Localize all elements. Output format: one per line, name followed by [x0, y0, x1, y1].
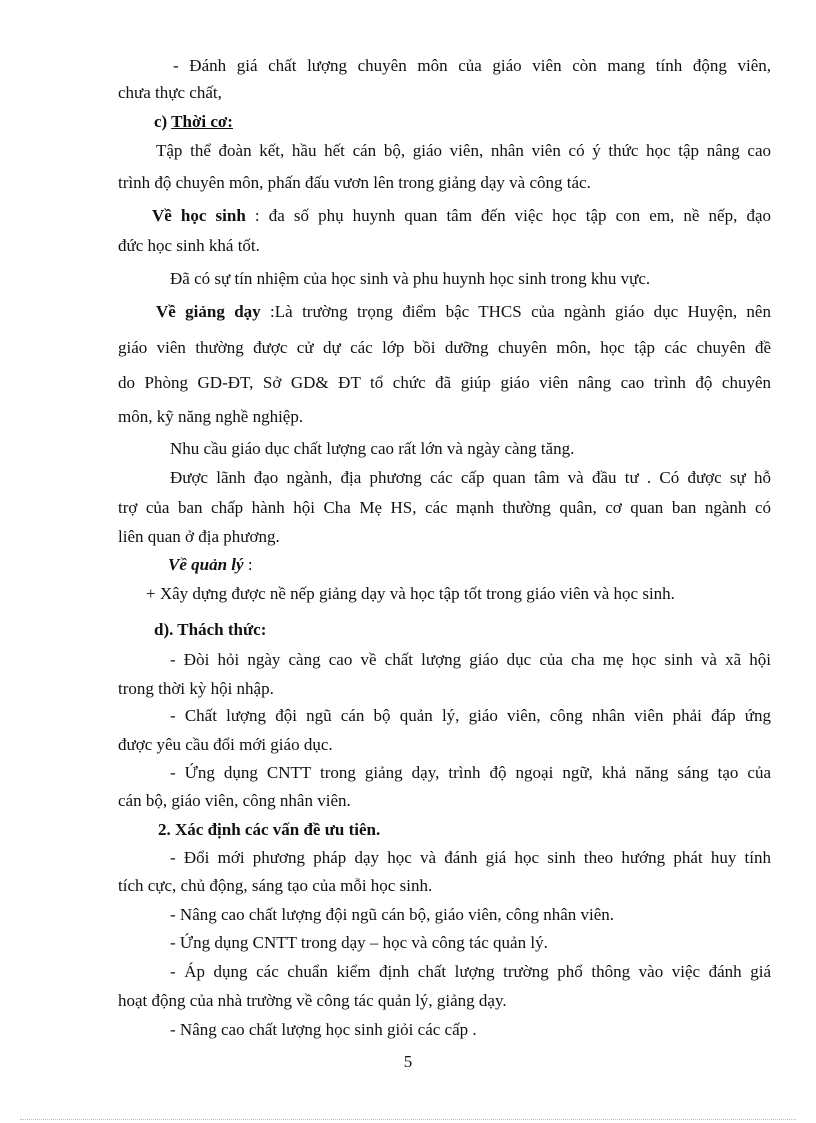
paragraph-line: tích cực, chủ động, sáng tạo của mỗi học sinh.: [118, 876, 433, 895]
page-number: 5: [403, 1052, 413, 1071]
paragraph-line: cán bộ, giáo viên, công nhân viên.: [118, 791, 351, 810]
paragraph-line: Được lãnh đạo ngành, địa phương các cấp quan tâm và đầu tư . Có được sự hỗ: [170, 468, 771, 487]
paragraph-line: chưa thực chất,: [118, 83, 222, 102]
list-item: - Ứng dụng CNTT trong giảng dạy, trình độ ngoại ngữ, khả năng sáng tạo của: [170, 763, 771, 782]
paragraph-line: hoạt động của nhà trường về công tác quản lý, giảng dạy.: [118, 991, 507, 1010]
paragraph-line: Về học sinh : đa số phụ huynh quan tâm đến việc học tập con em, nề nếp, đạo: [152, 206, 771, 225]
paragraph-line: trợ của ban chấp hành hội Cha Mẹ HS, các mạnh thường quân, cơ quan ban ngành có: [118, 498, 771, 517]
paragraph-line: Tập thể đoàn kết, hầu hết cán bộ, giáo viên, nhân viên có ý thức học tập nâng cao: [156, 141, 771, 160]
section-heading: 2. Xác định các vấn đề ưu tiên.: [158, 820, 381, 839]
paragraph-line: giáo viên thường được cử dự các lớp bồi dưỡng chuyên môn, học tập các chuyên đề: [118, 338, 771, 357]
list-item: + Xây dựng được nề nếp giảng dạy và học tập tốt trong giáo viên và học sinh.: [146, 584, 675, 603]
section-heading: Về quản lý :: [168, 555, 253, 574]
list-item: - Áp dụng các chuẩn kiểm định chất lượng trường phổ thông vào việc đánh giá: [170, 962, 771, 981]
paragraph-line: liên quan ở địa phương.: [118, 527, 280, 546]
list-item: - Chất lượng đội ngũ cán bộ quản lý, giáo viên, công nhân viên phải đáp ứng: [170, 706, 771, 725]
section-heading: c) Thời cơ:: [154, 112, 233, 131]
list-item: - Nâng cao chất lượng học sinh giỏi các cấp .: [170, 1020, 477, 1039]
paragraph-line: Về giảng dạy :Là trường trọng điểm bậc THCS của ngành giáo dục Huyện, nên: [156, 302, 771, 321]
paragraph-line: Nhu cầu giáo dục chất lượng cao rất lớn và ngày càng tăng.: [170, 439, 575, 458]
list-item: - Ứng dụng CNTT trong dạy – học và công tác quản lý.: [170, 933, 548, 952]
paragraph-line: trong thời kỳ hội nhập.: [118, 679, 274, 698]
list-item: - Nâng cao chất lượng đội ngũ cán bộ, giáo viên, công nhân viên.: [170, 905, 615, 924]
paragraph-line: đức học sinh khá tốt.: [118, 236, 260, 255]
paragraph-line: môn, kỹ năng nghề nghiệp.: [118, 407, 304, 426]
paragraph-line: được yêu cầu đổi mới giáo dục.: [118, 735, 333, 754]
list-item: - Đổi mới phương pháp dạy học và đánh giá học sinh theo hướng phát huy tính: [170, 848, 771, 867]
paragraph-line: - Đánh giá chất lượng chuyên môn của giáo viên còn mang tính động viên,: [173, 56, 771, 75]
footer-divider: [20, 1119, 796, 1120]
list-item: - Đòi hỏi ngày càng cao về chất lượng giáo dục của cha mẹ học sinh và xã hội: [170, 650, 771, 669]
paragraph-line: do Phòng GD-ĐT, Sở GD& ĐT tổ chức đã giúp giáo viên nâng cao trình độ chuyên: [118, 373, 771, 392]
section-heading: d). Thách thức:: [154, 620, 267, 639]
paragraph-line: trình độ chuyên môn, phấn đấu vươn lên trong giảng dạy và công tác.: [118, 173, 591, 192]
paragraph-line: Đã có sự tín nhiệm của học sinh và phu huynh học sinh trong khu vực.: [170, 269, 651, 288]
